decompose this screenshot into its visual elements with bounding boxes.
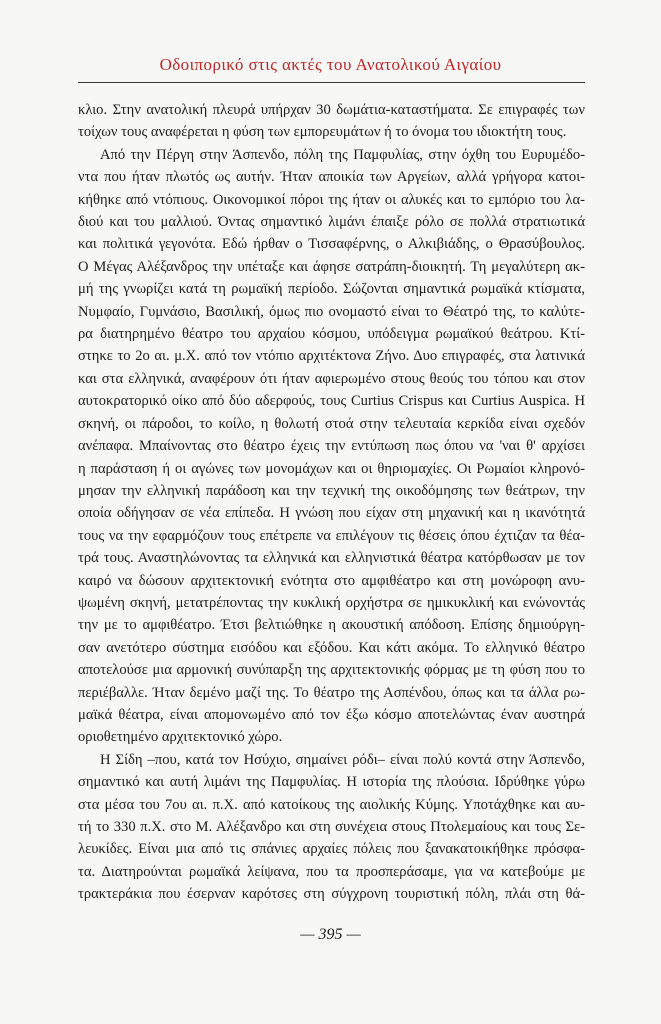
text-line: διού και του μαλλιού. Όντας σημαντικό λιμάνι έπαιξε ρόλο σε πολλά στρατιωτικά [78,214,585,231]
text-line: τή το 330 π.Χ. στο Μ. Αλέξανδρο και στη συνέχεια στους Πτολεμαίους και τους Σε- [78,819,585,835]
text-line: τοίχων τους αναφέρεται η φύση των εμπορευμάτων ή το όνομα του ιδιοκτήτη τους. [78,124,567,141]
text-line: Νυμφαίο, Γυμνάσιο, Βασιλική, όμως πιο ονομαστό είναι το Θέατρό της, το καλύτε- [78,303,585,320]
text-line: σημαντικό και αυτή λιμάνι της Παμφυλίας. Η ιστορία της πλούσια. Ιδρύθηκε γύρω [78,774,585,791]
text-line: αυτοκρατορικό οίκο από δύο αδερφούς, τους Curtius Crispus και Curtius Auspica. Η [78,393,585,410]
text-line: σαν ανετότερο σύστημα εισόδου και εξόδου. Και κάτι ακόμα. Το ελληνικό θέατρο [78,639,585,656]
text-line: η παράσταση ή οι αγώνες των μονομάχων και οι θηριομαχίες. Οι Ρωμαίοι κληρονό- [78,460,585,477]
text-line: σκηνή, οι πάροδοι, το κοίλο, η θολωτή στοά στην τελευταία κερκίδα είναι σχεδόν [78,415,585,432]
paragraph-first-line: Η Σίδη –που, κατά τον Ησύχιο, σημαίνει ρόδι– είναι πολύ κοντά στην Άσπενδο, [100,751,585,768]
text-line: και πολιτικά γεγονότα. Εδώ ήρθαν ο Τισσαφέρνης, ο Αλκιβιάδης, ο Θρασύβουλος. [78,236,585,253]
text-line: καιρό να δώσουν αρχιτεκτονική ενότητα στο αμφιθέατρο και στη μονώροφη ανυ- [78,572,585,589]
text-line: περιέβαλλε. Ήταν δεμένο μαζί της. Το θέατρο της Ασπένδου, όπως και τα άλλα ρω- [78,684,585,701]
text-line: οριοθετημένο αρχιτεκτονικό χώρο. [78,729,283,746]
text-line: μησαν την ελληνική παράδοση και την τεχνική της οικοδόμησης των θεάτρων, την [78,482,585,499]
text-line: ανέπαφα. Μπαίνοντας στο θέατρο έχεις την εντύπωση πως όπου να 'ναι θ' αρχίσει [78,438,585,455]
paragraph-first-line: Από την Πέργη στην Άσπενδο, πόλη της Παμφυλίας, στην όχθη του Ευρυμέδο- [100,146,585,163]
text-line: Ο Μέγας Αλέξανδρος την υπέταξε και άφησε σατράπη-διοικητή. Τη μεγαλύτερη ακ- [78,258,585,275]
text-line: ντα που ήταν πλωτός ως αυτήν. Ήταν αποικία των Αργείων, αλλά γρήγορα κατοι- [78,169,585,186]
text-line: κλιο. Στην ανατολική πλευρά υπήρχαν 30 δωμάτια-καταστήματα. Σε επιγραφές των [78,102,585,118]
text-line: και στα ελληνικά, αναφέρουν ότι ήταν αφιερωμένο στους θεούς του τόπου και στον [78,370,585,387]
text-line: τους να την εφαρμόζουν τους επέτρεπε να επιλέγουν τις θέσεις όπου έχτιζαν τα θέα- [78,527,585,544]
text-line: τρακτεράκια που έσερναν καρότσες στη σύγχρονη τουριστική πόλη, πλάι στη θά- [78,886,585,903]
text-line: αποτελούσε μια αρμονική συνύπαρξη της αρχιτεκτονικής φόρμας με τη φύση που το [78,662,585,679]
text-line: μαϊκά θέατρα, είναι απομονωμένο από τον έξω κόσμο αποτελώντας έναν αυστηρά [78,706,585,723]
text-line: την με το αμφιθέατρο. Έτσι βελτιώθηκε η ακουστική απόδοση. Επίσης δημιούργη- [78,617,585,634]
body-text [78,99,585,906]
text-line: μή της γνωρίζει κατά τη ρωμαϊκή περίοδο. Σώζονται σημαντικά ρωμαϊκά κτίσματα, [78,281,585,298]
text-line: λευκίδες. Είναι μια από τις σπάνιες αρχαίες πόλεις που ξανακατοικήθηκε πρόσφα- [78,841,585,858]
text-line: στηκε το 2ο αι. μ.Χ. από τον ντόπιο αρχιτέκτονα Ζήνο. Δυο επιγραφές, στα λατινικά [78,348,585,365]
text-line: κήθηκε από ντόπιους. Οικονομικοί πόροι της ήταν οι αλυκές και το εμπόριο του λα- [78,191,585,208]
text-line: οποία οδήγησαν σε νέα επίπεδα. Η γνώση που είχαν στη μηχανική και η ικανότητά [78,505,585,522]
running-head-title: Οδοιπορικό στις ακτές του Ανατολικού Αιγαίου [159,55,502,74]
text-line: ψωμένη σκηνή, μετατρέποντας την κυκλική ορχήστρα σε ημικυκλική και ενώνοντάς [78,594,585,611]
text-line: τρά τους. Αναστηλώνοντας τα ελληνικά και ελληνιστικά θέατρα κατόρθωσαν με τον [78,550,585,567]
page-number: — 395 — [300,926,361,943]
text-line: ρα διατηρημένο θέατρο του αρχαίου κόσμου, υπόδειγμα ρωμαϊκού θεάτρου. Κτί- [78,326,585,343]
header-rule [78,82,585,83]
text-line: στα μέσα του 7ου αι. π.Χ. από κατοίκους της αιολικής Κύμης. Υποτάχθηκε και αυ- [78,796,585,813]
text-line: τα. Διατηρούνται ρωμαϊκά λείψανα, που τα προσπεράσαμε, για να κατεβούμε με [78,863,585,880]
